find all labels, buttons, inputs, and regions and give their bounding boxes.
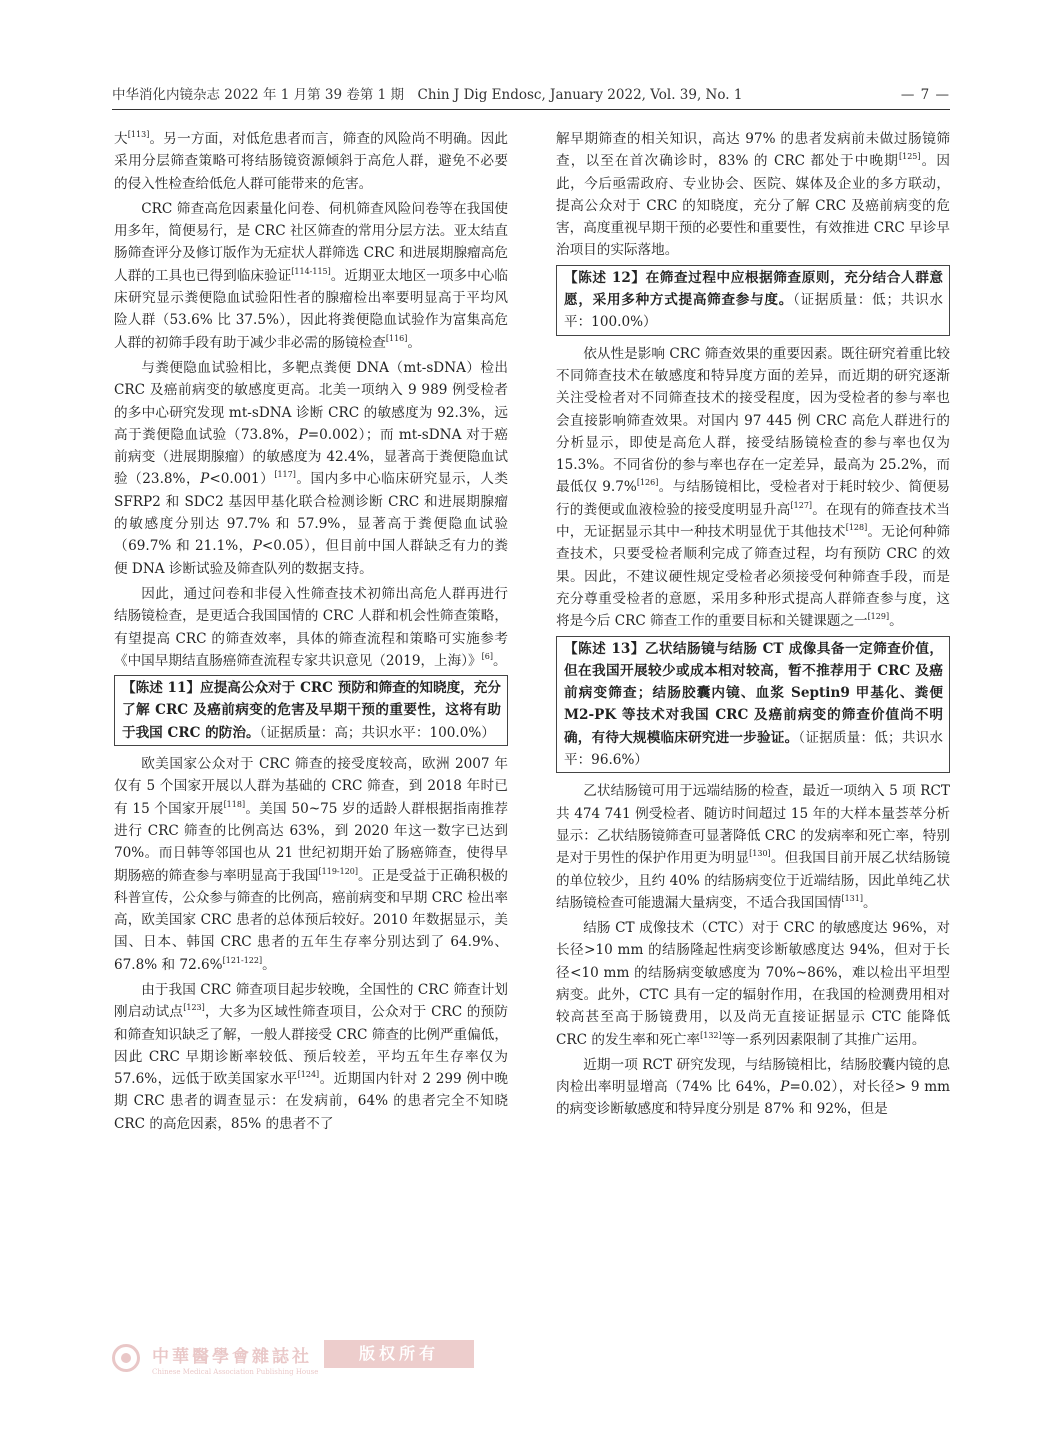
statement-box-12: 【陈述 12】在筛查过程中应根据筛查原则，充分结合人群意愿，采用多种方式提高筛查参与度。（证据质量：低；共识水平：100.0%） (556, 265, 950, 336)
paragraph: 乙状结肠镜可用于远端结肠的检查，最近一项纳入 5 项 RCT 共 474 741 例受检者、随访时间超过 15 年的大样本量荟萃分析显示：乙状结肠镜筛查可显著降低 CRC 的发病率和死亡率，特别是对于男性的保护作用更为明显[130]。但我国目前开展乙状结肠镜的单位较少，且约 40% 的结肠病变位于近端结肠，因此单纯乙状结肠镜检查可能遗漏大量病变，不适合我国国情[131]。 (556, 783, 950, 911)
paragraph: 因此，通过问卷和非侵入性筛查技术初筛出高危人群再进行结肠镜检查，是更适合我国国情的 CRC 人群和机会性筛查策略，有望提高 CRC 的筛查效率，具体的筛查流程和策略可实施参考《中国早期结直肠癌筛查流程专家共识意见（2019，上海）》[6]。 (114, 585, 508, 669)
paragraph: 结肠 CT 成像技术（CTC）对于 CRC 的敏感度达 96%，对长径>10 mm 的结肠隆起性病变诊断敏感度达 94%，但对于长径<10 mm 的结肠病变敏感度为 70%~86%，难以检出平坦型病变。此外，CTC 具有一定的辐射作用，在我国的检测费用相对较高甚至高于肠镜费用，以及尚无直接证据显示 CTC 能降低 CRC 的发生率和死亡率[132]等一系列因素限制了其推广运用。 (556, 920, 950, 1048)
running-header (112, 84, 950, 106)
paragraph: 近期一项 RCT 研究发现，与结肠镜相比，结肠胶囊内镜的息肉检出率明显增高（74% 比 64%，P=0.02），对长径> 9 mm 的病变诊断敏感度和特异度分别是 87% 和 92%，但是 (556, 1056, 950, 1118)
page-number: — 7 — (900, 87, 950, 103)
statement-box-11: 【陈述 11】应提高公众对于 CRC 预防和筛查的知晓度，充分了解 CRC 及癌前病变的危害及早期干预的重要性，这将有助于我国 CRC 的防治。（证据质量：高；共识水平：100.0%） (114, 675, 508, 746)
seal-icon (112, 1344, 140, 1372)
header-rule (112, 109, 950, 110)
paragraph: CRC 筛查高危因素量化问卷、伺机筛查风险问卷等在我国使用多年，简便易行，是 CRC 社区筛查的常用分层方法。亚太结直肠筛查评分及修订版作为无症状人群筛选 CRC 和进展期腺瘤高危人群的工具也已得到临床验证[114-115]。近期亚太地区一项多中心临床研究显示粪便隐血试验阳性者的腺瘤检出率要明显高于平均风险人群（53.6% 比 37.5%），因此将粪便隐血试验作为富集高危人群的初筛手段有助于减少非必需的肠镜检查[116]。 (114, 200, 509, 351)
journal-citation: 中华消化内镜杂志 2022 年 1 月第 39 卷第 1 期 Chin J Dig Endosc, January 2022, Vol. 39, No. 1 (112, 87, 743, 103)
paragraph: 欧美国家公众对于 CRC 筛查的接受度较高，欧洲 2007 年仅有 5 个国家开展以人群为基础的 CRC 筛查，到 2018 年时已有 15 个国家开展[118]。美国 50~75 岁的适龄人群根据指南推荐进行 CRC 筛查的比例高达 63%，到 2020 年这一数字已达到 70%。而日韩等邻国也从 21 世纪初期开始了肠癌筛查，使得早期肠癌的筛查参与率明显高于我国[119-120]。正是受益于正确积极的科普宣传，公众参与筛查的比例高，癌前病变和早期 CRC 检出率高，欧美国家 CRC 患者的总体预后较好。2010 年数据显示，美国、日本、韩国 CRC 患者的五年生存率分别达到了 64.9%、67.8% 和 72.6%[121-122]。 (114, 756, 509, 973)
copyright-mark: 版权所有 (324, 1340, 474, 1368)
paragraph: 解早期筛查的相关知识，高达 97% 的患者发病前未做过肠镜筛查，以至在首次确诊时，83% 的 CRC 都处于中晚期[125]。因此，今后亟需政府、专业协会、医院、媒体及企业的多方联动，提高公众对于 CRC 的知晓度，充分了解 CRC 及癌前病变的危害，高度重视早期干预的必要性和重要性，有效推进 CRC 早诊早治项目的实际落地。 (556, 131, 950, 259)
publisher-watermark (112, 1340, 532, 1396)
right-column (556, 128, 950, 1124)
publisher-name: 中華醫學會雜誌社 (152, 1347, 312, 1367)
publisher-name-en: Chinese Medical Association Publishing House (152, 1368, 319, 1376)
paragraph: 由于我国 CRC 筛查项目起步较晚，全国性的 CRC 筛查计划刚启动试点[123]，大多为区域性筛查项目，公众对于 CRC 的预防和筛查知识缺乏了解，一般人群接受 CRC 筛查的比例严重偏低，因此 CRC 早期诊断率较低、预后较差，平均五年生存率仅为 57.6%，远低于欧美国家水平[124]。近期国内针对 2 299 例中晚期 CRC 患者的调查显示：在发病前，64% 的患者完全不知晓 CRC 的高危因素，85% 的患者不了 (114, 981, 508, 1132)
paragraph: 依从性是影响 CRC 筛查效果的重要因素。既往研究着重比较不同筛查技术在敏感度和特异度方面的差异，而近期的研究逐渐关注受检者对不同筛查技术的接受程度，因为受检者的参与率也会直接影响筛查效果。对国内 97 445 例 CRC 高危人群进行的分析显示，即使是高危人群，接受结肠镜检查的参与率也仅为 15.3%。不同省份的参与率也存在一定差异，最高为 25.2%，而最低仅 9.7%[126]。与结肠镜相比，受检者对于耗时较少、简便易行的粪便或血液检验的接受度明显升高[127]。在现有的筛查技术当中，无证据显示其中一种技术明显优于其他技术[128]。无论何种筛查技术，只要受检者顺利完成了筛查过程，均有预防 CRC 的效果。因此，不建议硬性规定受检者必须接受何种筛查手段，而是充分尊重受检者的意愿，采用多种形式提高人群筛查参与度，这将是今后 CRC 筛查工作的重要目标和关键课题之一[129]。 (556, 345, 951, 630)
statement-box-13: 【陈述 13】乙状结肠镜与结肠 CT 成像具备一定筛查价值，但在我国开展较少或成本相对较高，暂不推荐用于 CRC 及癌前病变筛查；结肠胶囊内镜、血浆 Septin9 甲基化、粪便 M2-PK 等技术对我国 CRC 及癌前病变的筛查价值尚不明确，有待大规模临床研究进一步验证。（证据质量：低；共识水平：96.6%） (556, 636, 950, 774)
left-column (114, 128, 508, 1138)
paragraph: 与粪便隐血试验相比，多靶点粪便 DNA（mt-sDNA）检出 CRC 及癌前病变的敏感度更高。北美一项纳入 9 989 例受检者的多中心研究发现 mt-sDNA 诊断 CRC 的敏感度为 92.3%，远高于粪便隐血试验（73.8%，P=0.002）；而 mt-sDNA 对于癌前病变（进展期腺瘤）的敏感度为 42.4%，显著高于粪便隐血试验（23.8%，P<0.001）[117]。国内多中心临床研究显示，人类 SFRP2 和 SDC2 基因甲基化联合检测诊断 CRC 和进展期腺瘤的敏感度分别达 97.7% 和 57.9%，显著高于粪便隐血试验（69.7% 和 21.1%，P<0.05），但目前中国人群缺乏有力的粪便 DNA 诊断试验及筛查队列的数据支持。 (114, 359, 508, 577)
paragraph: 大[113]。另一方面，对低危患者而言，筛查的风险尚不明确。因此采用分层筛查策略可将结肠镜资源倾斜于高危人群，避免不必要的侵入性检查给低危人群可能带来的危害。 (114, 130, 508, 192)
